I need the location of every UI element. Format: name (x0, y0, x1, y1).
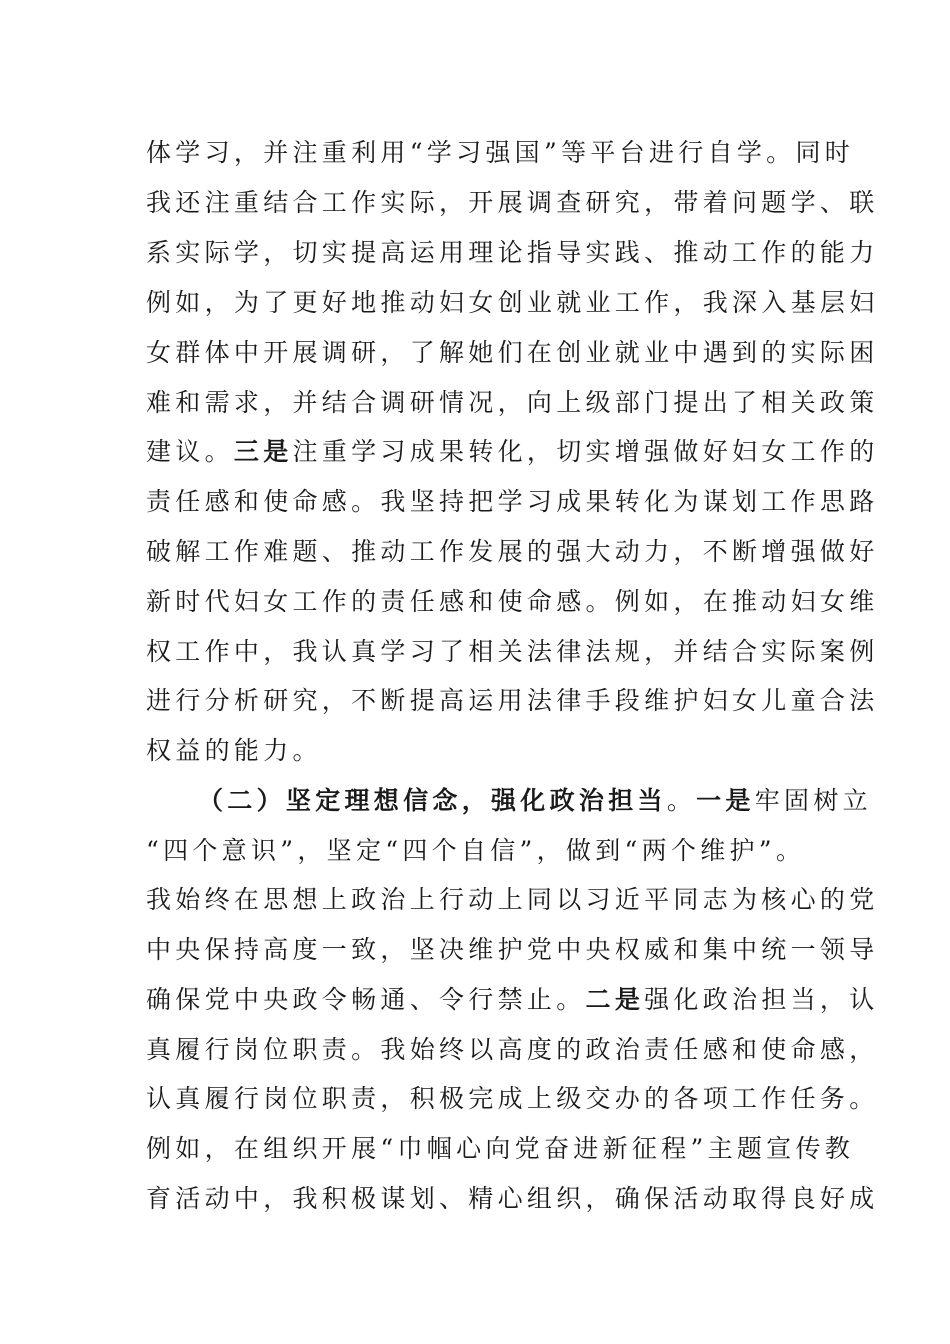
text-run: 确保党中央政令畅通、令行禁止。 (146, 985, 586, 1014)
text-run: 体学习，并注重利用“学习强国”等平台进行自学。同时 (146, 138, 855, 167)
text-line (146, 731, 806, 771)
text-line (146, 1079, 879, 1119)
text-line (146, 482, 879, 522)
text-line (146, 333, 879, 373)
text-line (146, 831, 806, 871)
text-run: 。 (666, 786, 697, 815)
text-run: 强化政治担当，认 (644, 985, 879, 1014)
text-line (146, 233, 879, 273)
text-line (146, 283, 879, 323)
text-line (146, 930, 879, 970)
text-line (146, 432, 879, 472)
text-line (146, 980, 879, 1020)
text-run: 中央保持高度一致，坚决维护党中央权威和集中统一领导 (146, 935, 879, 964)
text-run: 例如，在组织开展“巾帼心向党奋进新征程”主题宣传教 (146, 1134, 855, 1163)
text-run: 我还注重结合工作实际，开展调查研究，带着问题学、联 (146, 188, 879, 217)
text-run: 例如，为了更好地推动妇女创业就业工作，我深入基层妇 (146, 288, 879, 317)
text-run: 注重学习成果转化，切实增强做好妇女工作的 (292, 437, 879, 466)
text-line (146, 532, 879, 572)
text-line (146, 632, 879, 672)
text-line (146, 582, 879, 622)
text-run: 责任感和使命感。我坚持把学习成果转化为谋划工作思路 (146, 487, 879, 516)
text-line (146, 1129, 855, 1169)
text-run: 系实际学，切实提高运用理论指导实践、推动工作的能力 (146, 238, 879, 267)
text-run: 育活动中，我积极谋划、精心组织，确保活动取得良好成 (146, 1184, 879, 1213)
text-line (146, 880, 879, 920)
text-line (146, 133, 855, 173)
text-run: 建议。 (146, 437, 234, 466)
text-run: 权益的能力。 (146, 736, 322, 765)
text-run: 我始终在思想上政治上行动上同以习近平同志为核心的党 (146, 885, 879, 914)
text-run: 破解工作难题、推动工作发展的强大动力，不断增强做好 (146, 537, 879, 566)
text-line (146, 1179, 879, 1219)
text-line (146, 1030, 879, 1070)
text-line (146, 383, 879, 423)
text-run: 新时代妇女工作的责任感和使命感。例如，在推动妇女维 (146, 587, 879, 616)
text-run: “四个意识”，坚定“四个自信”，做到“两个维护”。 (146, 836, 806, 865)
text-run: 认真履行岗位职责，积极完成上级交办的各项工作任务。 (146, 1084, 879, 1113)
bold-run: 三是 (233, 437, 293, 466)
text-line (146, 183, 879, 223)
text-line (146, 681, 879, 721)
bold-run: 二是 (585, 985, 645, 1014)
text-run: 女群体中开展调研，了解她们在创业就业中遇到的实际困 (146, 338, 879, 367)
text-run: 难和需求，并结合调研情况，向上级部门提出了相关政策 (146, 388, 879, 417)
bold-run: 一是 (696, 786, 755, 815)
text-run: 真履行岗位职责。我始终以高度的政治责任感和使命感， (146, 1035, 879, 1064)
section-heading-line (198, 781, 872, 821)
text-run: 牢固树立 (754, 786, 872, 815)
section-heading: （二）坚定理想信念，强化政治担当 (198, 786, 667, 815)
text-run: 进行分析研究，不断提高运用法律手段维护妇女儿童合法 (146, 686, 879, 715)
text-run: 权工作中，我认真学习了相关法律法规，并结合实际案例 (146, 637, 879, 666)
